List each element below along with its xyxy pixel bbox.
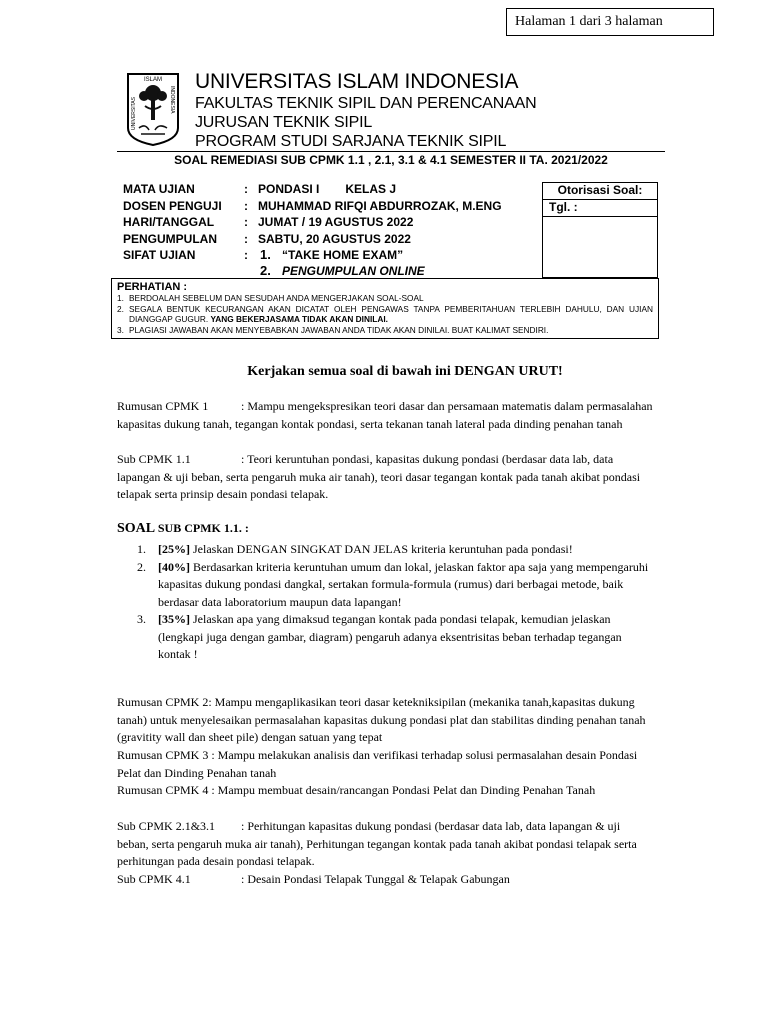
sifat-item-text: “TAKE HOME EXAM” [282,248,404,262]
cpmk4-paragraph: Rumusan CPMK 4 : Mampu membuat desain/rancangan Pondasi Pelat dan Dinding Penahan Tanah [117,783,596,797]
authorization-date-label: Tgl. : [543,200,657,217]
question-number: 2. [137,559,146,574]
sub-cpmk-4-1-label: Sub CPMK 4.1 [117,872,191,886]
question-text-wrap [158,541,653,559]
attention-item [117,304,653,325]
sifat-item [260,247,425,263]
sub-cpmk-2-1-3-1-paragraph [117,818,653,871]
colon: : [244,215,248,229]
authorization-title: Otorisasi Soal: [543,183,657,200]
info-row-dosen [123,199,502,213]
attention-box [111,278,659,339]
kelas-value: KELAS J [345,182,397,196]
colon: : [244,248,248,262]
hari-label: HARI/TANGGAL [123,215,215,229]
sifat-item-text: PENGUMPULAN ONLINE [282,264,425,278]
logo-emblem [123,68,183,148]
header-divider [117,151,665,152]
sifat-item [260,263,425,279]
instruction-heading: Kerjakan semua soal di bawah ini DENGAN URUT! [247,364,563,379]
question-item [137,541,653,559]
page-number-box: Halaman 1 dari 3 halaman [506,8,714,36]
dosen-label: DOSEN PENGUJI [123,199,222,213]
sub-cpmk-1-1-text: : Teori keruntuhan pondasi, kapasitas dukung pondasi (berdasar data lab, data lapangan & uji beban, serta pengaruh muka air tanah), teori dasar tegangan kontak pada tanah akibat pondasi telapak serta prinsip desain pondasi telapak. [117,452,641,501]
logo-text-top: ISLAM [143,77,163,83]
question-text-wrap [158,611,653,664]
university-name: UNIVERSITAS ISLAM INDONESIA [195,70,519,93]
info-row-mata-ujian [123,182,396,196]
attention-item-text-wrap [129,304,653,325]
question-number: 3. [137,612,146,626]
attention-item [117,293,653,304]
logo-text-right: INDONESIA [169,86,175,114]
sub-cpmk-1-1-paragraph [117,451,653,504]
sifat-item-number: 2. [260,263,271,278]
pengumpulan-label: PENGUMPULAN [123,232,218,246]
attention-item [117,325,653,336]
question-item [137,611,653,664]
authorization-box [542,182,658,278]
question-weight: [35%] [158,612,190,626]
cpmk1-label: Rumusan CPMK 1 [117,399,209,413]
attention-item-emphasis: YANG BEKERJASAMA TIDAK AKAN DINILAI. [210,314,388,324]
attention-item-number: 3. [117,324,124,335]
sifat-list [260,247,425,279]
question-text: Jelaskan apa yang dimaksud tegangan kontak pada pondasi telapak, kemudian jelaskan (lengkapi juga dengan gambar, diagram) pengaruh adanya eksentrisitas beban terhadap tegangan kontak ! [158,612,622,661]
sub-cpmk-2-1-3-1-text: : Perhitungan kapasitas dukung pondasi (berdasar data lab, data lapangan & uji beban, serta pengaruh muka air tanah), Perhitungan tegangan kontak pada tanah akibat pondasi telapak serta perhitungan pada desain pondasi telapak. [117,819,637,868]
cpmk1-text: : Mampu mengekspresikan teori dasar dan persamaan matematis dalam permasalahan kapasitas dukung tanah, tegangan kontak pondasi, serta tekanan tanah lateral pada dinding penahan tanah [117,399,653,431]
soal-title: SOAL [117,521,155,536]
mata-ujian-value: PONDASI I [258,182,320,196]
attention-item-text: PLAGIASI JAWABAN AKAN MENYEBABKAN JAWABAN ANDA TIDAK AKAN DINILAI. BUAT KALIMAT SENDIRI. [129,324,549,335]
cpmk1-paragraph [117,398,653,433]
sub-cpmk-2-1-3-1-label: Sub CPMK 2.1&3.1 [117,819,216,833]
program-name: PROGRAM STUDI SARJANA TEKNIK SIPIL [195,133,507,150]
department-name: JURUSAN TEKNIK SIPIL [195,114,373,131]
sifat-item-number: 1. [260,247,271,262]
attention-title: PERHATIAN : [117,281,188,293]
colon: : [244,232,248,246]
logo-text-left: UNIVERSITAS [131,97,137,130]
question-number: 1. [137,542,146,556]
attention-item-text: BERDOALAH SEBELUM DAN SESUDAH ANDA MENGERJAKAN SOAL-SOAL [129,293,424,303]
attention-item-number: 1. [117,293,124,303]
info-row-sifat [123,248,258,262]
sub-cpmk-1-1-label: Sub CPMK 1.1 [117,452,191,466]
cpmk3-paragraph: Rumusan CPMK 3 : Mampu melakukan analisis dan verifikasi terhadap solusi permasalahan desain Pondasi Pelat dan Dinding Penahan tanah [117,748,638,780]
university-logo [123,68,183,148]
institution-heading [195,70,536,151]
dosen-value: MUHAMMAD RIFQI ABDURROZAK, M.ENG [258,199,502,213]
question-item [137,559,653,612]
pengumpulan-value: SABTU, 20 AGUSTUS 2022 [258,232,411,246]
attention-item-text: SEGALA BENTUK KECURANGAN AKAN DICATAT OLEH PENGAWAS TANPA PEMBERITAHUAN TERLEBIH DAHULU, DAN UJIAN DIANGGAP GUGUR. [129,303,653,324]
sifat-label: SIFAT UJIAN [123,248,196,262]
question-text-wrap [158,559,653,612]
info-row-pengumpulan [123,232,411,246]
colon: : [244,182,248,196]
colon: : [244,199,248,213]
info-row-hari [123,215,413,229]
sub-cpmk-4-1-text: : Desain Pondasi Telapak Tunggal & Telapak Gabungan [241,872,510,886]
faculty-name: FAKULTAS TEKNIK SIPIL DAN PERENCANAAN [195,95,537,112]
soal-heading [117,521,249,537]
attention-item-number: 2. [117,303,124,314]
hari-value: JUMAT / 19 AGUSTUS 2022 [258,215,414,229]
question-list [137,541,653,664]
soal-subtitle: SUB CPMK 1.1. : [157,521,249,535]
exam-title: SOAL REMEDIASI SUB CPMK 1.1 , 2.1, 3.1 & 4.1 SEMESTER II TA. 2021/2022 [174,153,608,167]
question-text: Jelaskan DENGAN SINGKAT DAN JELAS kriteria keruntuhan pada pondasi! [190,542,573,556]
question-text: Berdasarkan kriteria keruntuhan umum dan lokal, jelaskan faktor apa saja yang mempengaruhi kapasitas dukung pondasi dangkal, sertakan formula-formula (rumus) dari berbagai metode, baik berdasar data laboratorium maupun data lapangan! [158,559,649,609]
question-weight: [40%] [158,559,190,574]
cpmk2-paragraph: Rumusan CPMK 2: Mampu mengaplikasikan teori dasar ketekniksipilan (mekanika tanah,kapasitas dukung tanah) untuk menyelesaikan permasalahan kapasitas dukung pondasi plat dan stabilitas dinding penahan tanah (gravitity wall dan sheet pile) dengan satuan yang tepat [117,695,646,744]
question-weight: [25%] [158,542,190,556]
sub-cpmk-4-1-paragraph [117,871,653,889]
mata-ujian-label: MATA UJIAN [123,182,195,196]
